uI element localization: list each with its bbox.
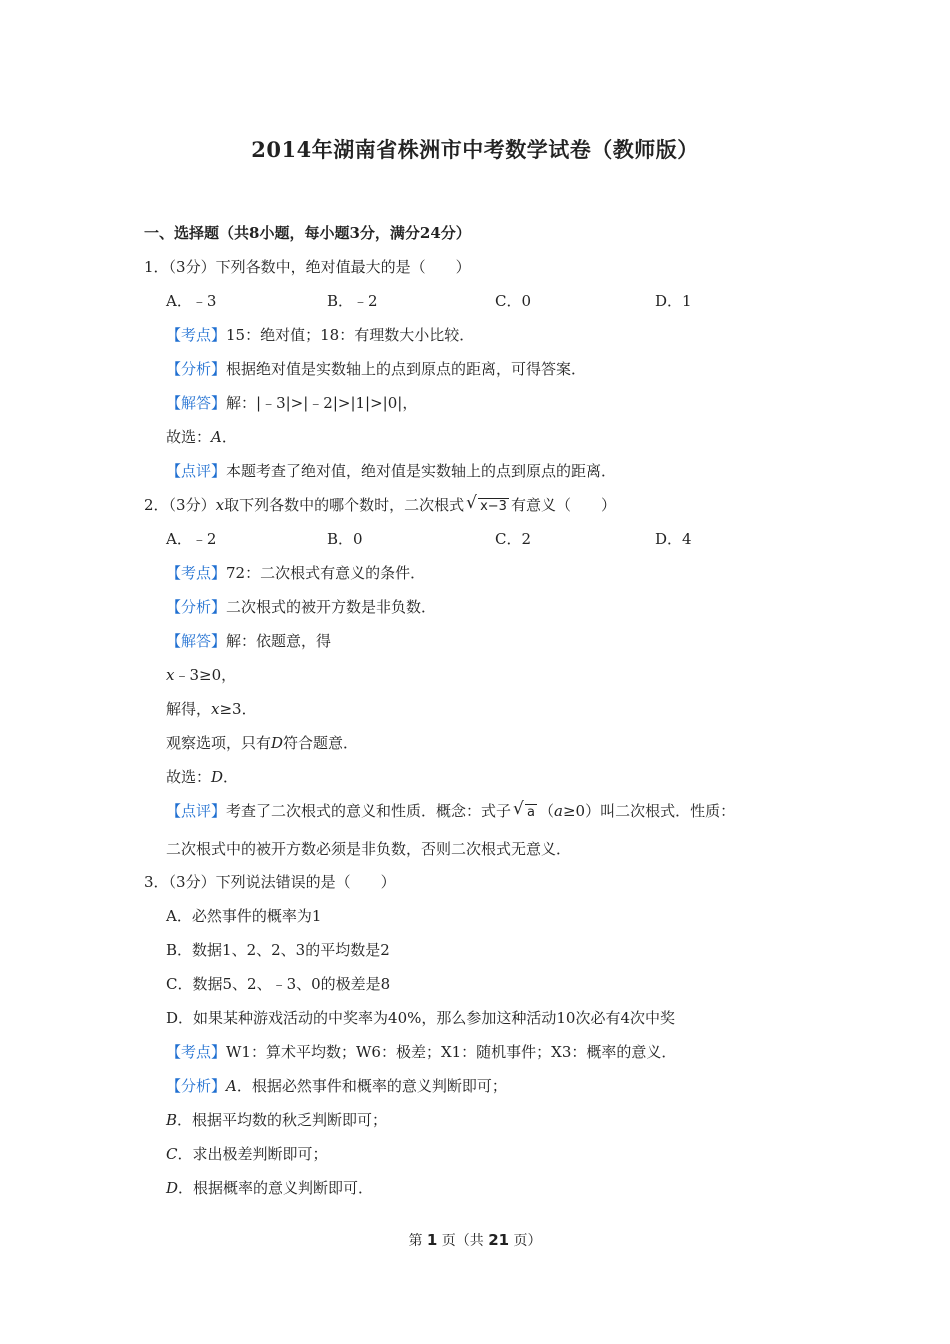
q1-option-a: A．﹣3 — [166, 292, 217, 310]
total-pages: 21 — [488, 1231, 510, 1249]
q1-fenxi-text: 根据绝对值是实数轴上的点到原点的距离，可得答案． — [226, 360, 587, 378]
sqrt-expression: √ a — [513, 799, 535, 820]
q2-kaodian-text: 72：二次根式有意义的条件． — [226, 564, 426, 582]
radicand: x−3 — [480, 499, 507, 514]
kaodian-tag: 【考点】 — [166, 1043, 227, 1061]
q3-fenxi-c — [166, 1143, 328, 1165]
choice-letter: D — [166, 1179, 179, 1197]
q1-option-b: B．﹣2 — [327, 292, 378, 310]
q3-fenxi-b — [166, 1109, 387, 1131]
q2-step1 — [166, 664, 236, 686]
q2-stem — [144, 494, 616, 518]
q2-step3 — [166, 732, 358, 754]
fenxi-text: ．根据必然事件和概率的意义判断即可； — [236, 1077, 507, 1095]
q2-answer — [166, 766, 238, 788]
fenxi-tag: 【分析】 — [166, 360, 227, 378]
radicand: a — [527, 805, 535, 820]
q3-option-b: B．数据1、2、2、3的平均数是2 — [166, 941, 390, 959]
step-text: ≥3． — [219, 700, 257, 718]
q2-kaodian — [166, 562, 425, 584]
q2-jieda — [166, 630, 331, 652]
q2-dianping-text: 考查了二次根式的意义和性质．概念：式子 — [226, 802, 512, 820]
choice-letter: B — [166, 1111, 178, 1129]
answer-label: 故选： — [166, 768, 212, 786]
answer-choice: D — [211, 768, 224, 786]
choice-letter: C — [166, 1145, 178, 1163]
step-var: D — [271, 734, 284, 752]
step-prefix: 观察选项，只有 — [166, 734, 272, 752]
q2-stem-suffix: 有意义（ ） — [510, 496, 616, 514]
q2-stem-var: x — [215, 496, 225, 514]
q1-kaodian-text: 15：绝对值；18：有理数大小比较． — [226, 326, 475, 344]
step-prefix: 解得， — [166, 700, 212, 718]
var: a — [554, 802, 563, 820]
page-number: 1 — [426, 1231, 438, 1249]
q1-option-c: C．0 — [495, 292, 532, 310]
fenxi-tag: 【分析】 — [166, 598, 227, 616]
answer-period: ． — [221, 428, 237, 446]
q2-dianping — [166, 800, 735, 824]
section-heading: 一、选择题（共8小题，每小题3分，满分24分） — [144, 224, 471, 242]
q2-step2 — [166, 698, 257, 720]
kaodian-tag: 【考点】 — [166, 564, 227, 582]
q3-kaodian — [166, 1041, 676, 1063]
footer-mid: 页（共 — [437, 1233, 489, 1249]
paren: （ — [539, 802, 555, 820]
q1-option-d: D．1 — [655, 292, 692, 310]
answer-period: ． — [223, 768, 239, 786]
q2-stem-mid: 取下列各数中的哪个数时，二次根式 — [224, 496, 465, 514]
answer-choice: A — [211, 428, 222, 446]
page-footer — [0, 1230, 950, 1250]
q1-answer — [166, 426, 237, 448]
q2-fenxi-text: 二次根式的被开方数是非负数． — [226, 598, 437, 616]
sqrt-expression: √ x−3 — [466, 493, 507, 514]
q1-fenxi — [166, 358, 586, 380]
q2-dianping-line2: 二次根式中的被开方数必须是非负数，否则二次根式无意义． — [166, 840, 572, 858]
q2-stem-prefix: 2．（3分） — [144, 496, 216, 514]
q3-kaodian-text: W1：算术平均数；W6：极差；X1：随机事件；X3：概率的意义． — [226, 1043, 677, 1061]
footer-prefix: 第 — [408, 1233, 427, 1249]
footer-suffix: 页） — [509, 1233, 542, 1249]
q3-option-a: A．必然事件的概率为1 — [166, 907, 322, 925]
q2-option-b: B．0 — [327, 530, 363, 548]
q1-stem: 1．（3分）下列各数中，绝对值最大的是（ ） — [144, 258, 471, 276]
fenxi-text: ．求出极差判断即可； — [177, 1145, 328, 1163]
step-var: x — [166, 666, 175, 684]
q3-fenxi-a — [166, 1075, 507, 1097]
q1-jieda — [166, 392, 417, 414]
step-text: 符合题意． — [283, 734, 359, 752]
q1-dianping-text: 本题考查了绝对值，绝对值是实数轴上的点到原点的距离． — [226, 462, 617, 480]
fenxi-text: ．根据概率的意义判断即可． — [178, 1179, 374, 1197]
dianping-tag: 【点评】 — [166, 802, 227, 820]
page-title: 2014年湖南省株洲市中考数学试卷（教师版） — [251, 137, 699, 162]
kaodian-tag: 【考点】 — [166, 326, 227, 344]
q1-dianping — [166, 460, 616, 482]
q3-fenxi-d — [166, 1177, 373, 1199]
q2-option-c: C．2 — [495, 530, 532, 548]
q3-stem: 3．（3分）下列说法错误的是（ ） — [144, 873, 396, 891]
condition: ≥0）叫二次根式．性质： — [562, 802, 736, 820]
fenxi-text: ．根据平均数的秋乏判断即可； — [177, 1111, 388, 1129]
jieda-tag: 【解答】 — [166, 394, 227, 412]
q3-option-c: C．数据5、2、﹣3、0的极差是8 — [166, 975, 391, 993]
jieda-tag: 【解答】 — [166, 632, 227, 650]
q2-option-a: A．﹣2 — [166, 530, 217, 548]
q3-option-d: D．如果某种游戏活动的中奖率为40%，那么参加这种活动10次必有4次中奖 — [166, 1009, 675, 1027]
choice-letter: A — [226, 1077, 237, 1095]
step-var: x — [211, 700, 220, 718]
step-text: ﹣3≥0， — [174, 666, 237, 684]
q1-jieda-text: 解：|﹣3|>|﹣2|>|1|>|0|， — [226, 394, 418, 412]
dianping-tag: 【点评】 — [166, 462, 227, 480]
fenxi-tag: 【分析】 — [166, 1077, 227, 1095]
q2-fenxi — [166, 596, 436, 618]
q2-jieda-text: 解：依题意，得 — [226, 632, 332, 650]
answer-label: 故选： — [166, 428, 212, 446]
q2-option-d: D．4 — [655, 530, 692, 548]
q1-kaodian — [166, 324, 474, 346]
